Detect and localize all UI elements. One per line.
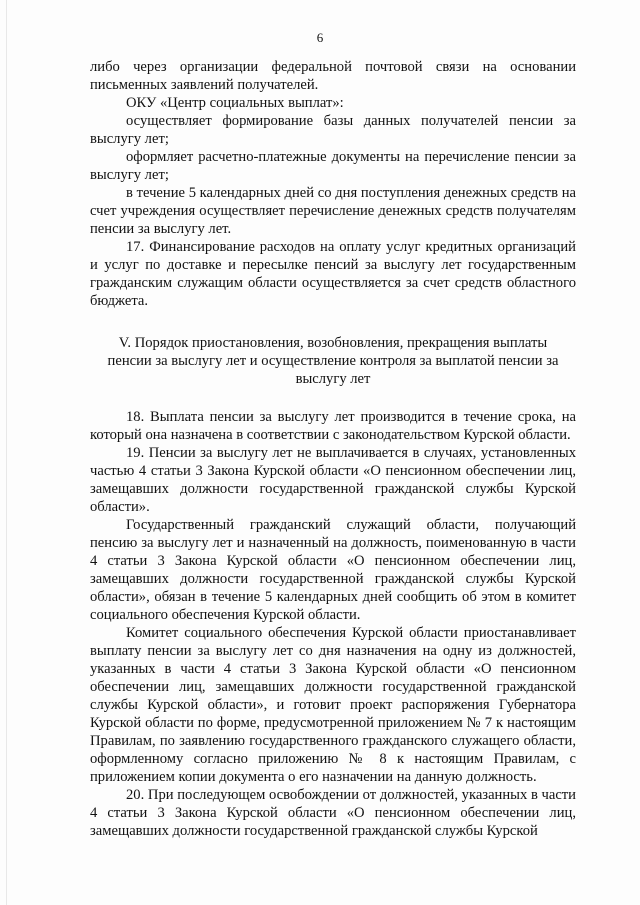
paragraph-delivery-method: либо через организации федеральной почтовой связи на основании письменных заявлений получателей. — [90, 59, 576, 93]
paragraph-oku-documents: оформляет расчетно-платежные документы на перечисление пенсии за выслугу лет; — [90, 149, 576, 183]
paragraph-item-20: 20. При последующем освобождении от должностей, указанных в части 4 статьи 3 Закона Курской области «О пенсионном обеспечении лиц, замещавших должности государственной гражданской службы Курской — [90, 787, 576, 839]
paragraph-oku-database: осуществляет формирование базы данных получателей пенсии за выслугу лет; — [90, 113, 576, 147]
section-title-line-2: пенсии за выслугу лет и осуществление контроля за выплатой пенсии за — [107, 353, 559, 369]
section-title-line-1: V. Порядок приостановления, возобновления, прекращения выплаты — [118, 335, 548, 351]
paragraph-item-18: 18. Выплата пенсии за выслугу лет производится в течение срока, на который она назначена в соответствии с законодательством Курской области. — [90, 409, 576, 443]
paragraph-oku-transfer: в течение 5 календарных дней со дня поступления денежных средств на счет учреждения осуществляет перечисление денежных средств получателям пенсии за выслугу лет. — [90, 185, 576, 237]
page-number: 6 — [316, 30, 324, 45]
paragraph-item-19: 19. Пенсии за выслугу лет не выплачивается в случаях, установленных частью 4 статьи 3 Закона Курской области «О пенсионном обеспечении лиц, замещавших должности государственной гражданской службы Курской области». — [90, 445, 576, 515]
paragraph-item-17: 17. Финансирование расходов на оплату услуг кредитных организаций и услуг по доставке и пересылке пенсий за выслугу лет государственным гражданским служащим области осуществляется за счет средств областного бюджета. — [90, 239, 576, 309]
scan-edge-shadow — [6, 0, 7, 905]
paragraph-servant-obligation: Государственный гражданский служащий области, получающий пенсию за выслугу лет и назначенный на должность, поименованную в части 4 статьи 3 Закона Курской области «О пенсионном обеспечении лиц, замещавших должности государственной гражданской службы Курской области», обязан в течение 5 календарных дней сообщить об этом в комитет социального обеспечения Курской области. — [90, 517, 576, 623]
section-title — [90, 334, 576, 388]
document-body — [90, 58, 576, 840]
paragraph-committee-suspension: Комитет социального обеспечения Курской области приостанавливает выплату пенсии за выслугу лет со дня назначения на одну из должностей, указанных в части 4 статьи 3 Закона Курской области «О пенсионном обеспечении лиц, замещавших должности государственной гражданской службы Курской области», и готовит проект распоряжения Губернатора Курской области по форме, предусмотренной приложением № 7 к настоящим Правилам, по заявлению государственного гражданского служащего области, оформленному согласно приложению № 8 к настоящим Правилам, с приложением копии документа о его назначении на данную должность. — [90, 625, 576, 785]
section-title-line-3: выслугу лет — [295, 371, 371, 387]
paragraph-oku-header: ОКУ «Центр социальных выплат»: — [126, 95, 344, 111]
